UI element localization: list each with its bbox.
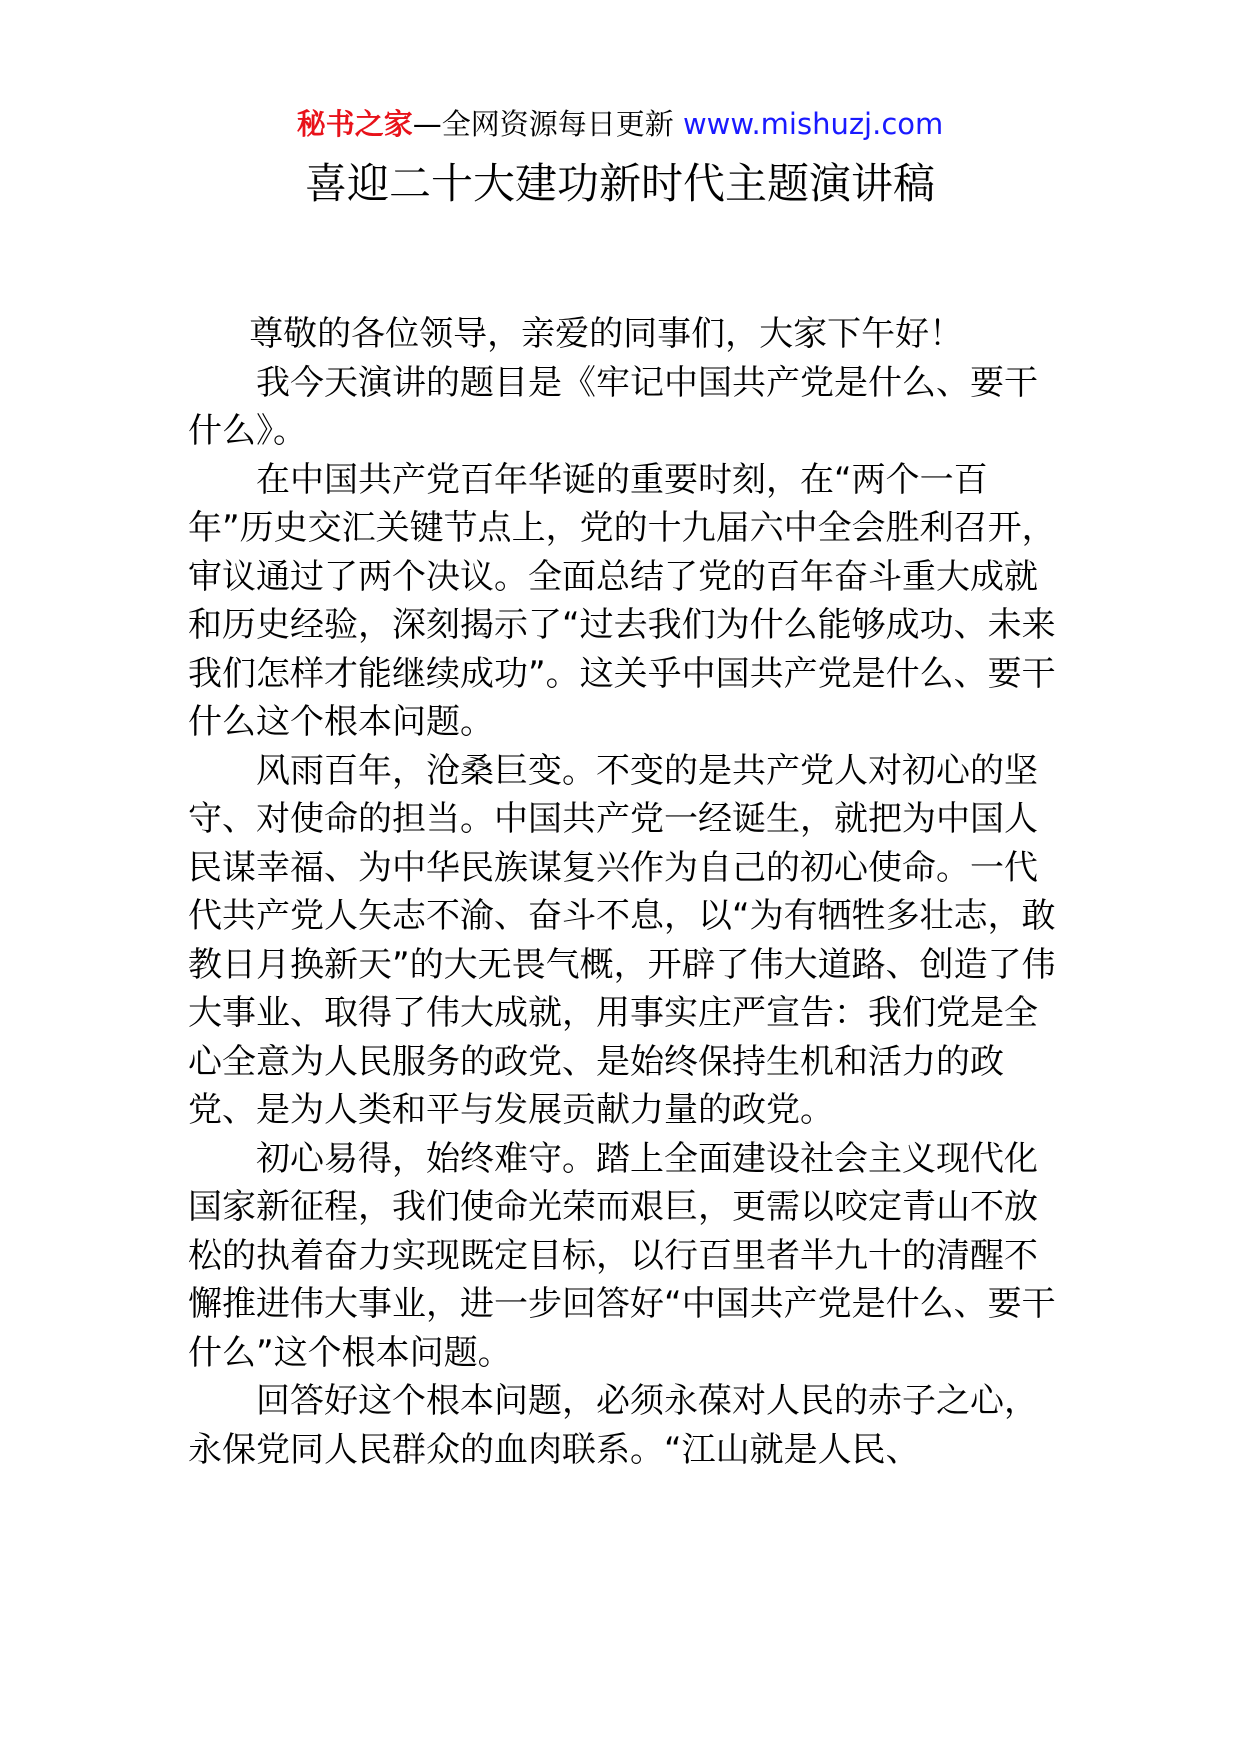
paragraph: 回答好这个根本问题，必须永葆对人民的赤子之心，永保党同人民群众的血肉联系。“江山就是人民、 — [188, 1381, 1038, 1470]
header-tagline: —全网资源每日更新 — [412, 107, 674, 141]
brand-name: 秘书之家 — [296, 107, 413, 141]
paragraph: 初心易得，始终难守。踏上全面建设社会主义现代化国家新征程，我们使命光荣而艰巨，更需以咬定青山不放松的执着奋力实现既定目标，以行百里者半九十的清醒不懈推进伟大事业，进一步回答好“中国共产党是什么、要干什么”这个根本问题。 — [188, 1138, 1056, 1373]
site-url-link[interactable]: www.mishuzj.com — [682, 107, 944, 141]
paragraph: 在中国共产党百年华诞的重要时刻，在“两个一百年”历史交汇关键节点上，党的十九届六中全会胜利召开，审议通过了两个决议。全面总结了党的百年奋斗重大成就和历史经验，深刻揭示了“过去我们为什么能够成功、未来我们怎样才能继续成功”。这关乎中国共产党是什么、要干什么这个根本问题。 — [188, 459, 1056, 742]
document-title: 喜迎二十大建功新时代主题演讲稿 — [304, 159, 935, 208]
document-body — [188, 310, 1068, 1474]
paragraph: 风雨百年，沧桑巨变。不变的是共产党人对初心的坚守、对使命的担当。中国共产党一经诞生，就把为中国人民谋幸福、为中华民族谋复兴作为自己的初心使命。一代代共产党人矢志不渝、奋斗不息，以“为有牺牲多壮志，敢教日月换新天”的大无畏气概，开辟了伟大道路、创造了伟大事业、取得了伟大成就，用事实庄严宣告：我们党是全心全意为人民服务的政党、是始终保持生机和活力的政党、是为人类和平与发展贡献力量的政党。 — [188, 750, 1056, 1130]
site-header — [0, 104, 1240, 144]
paragraph-greeting: 尊敬的各位领导，亲爱的同事们，大家下午好！ — [249, 314, 964, 354]
paragraph-speech-topic: 我今天演讲的题目是《牢记中国共产党是什么、要干什么》。 — [188, 362, 1038, 451]
